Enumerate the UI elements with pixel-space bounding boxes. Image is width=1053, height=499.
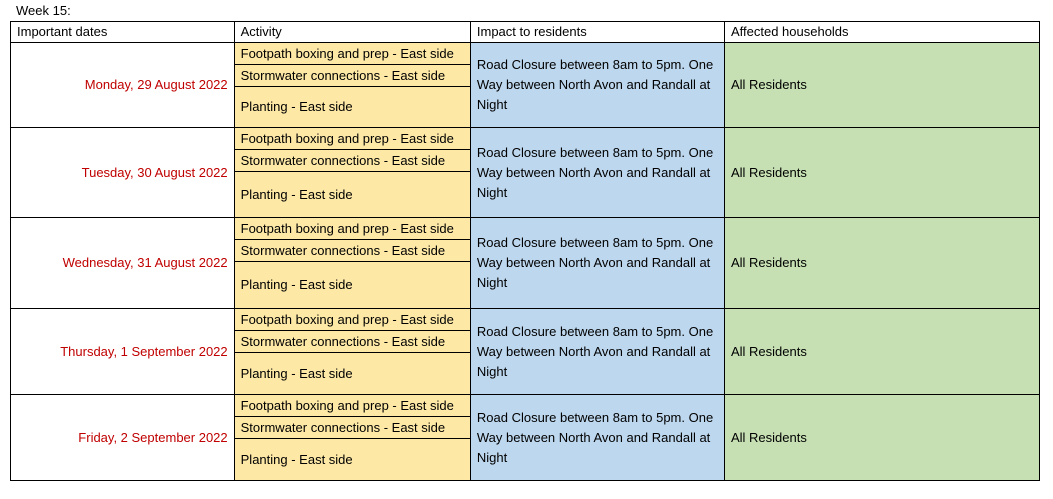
activity-cell: Stormwater connections - East side bbox=[234, 65, 470, 87]
date-cell: Tuesday, 30 August 2022 bbox=[11, 128, 235, 218]
affected-households-cell: All Residents bbox=[724, 218, 1039, 309]
header-row bbox=[11, 22, 1040, 43]
activity-cell: Planting - East side bbox=[234, 172, 470, 218]
affected-households-cell: All Residents bbox=[724, 395, 1039, 481]
affected-households-cell: All Residents bbox=[724, 128, 1039, 218]
activity-cell: Planting - East side bbox=[234, 439, 470, 481]
schedule-table bbox=[10, 21, 1040, 481]
header-affected-households: Affected households bbox=[724, 22, 1039, 43]
impact-cell: Road Closure between 8am to 5pm. One Way between North Avon and Randall at Night bbox=[470, 128, 724, 218]
table-row bbox=[11, 395, 1040, 417]
impact-cell: Road Closure between 8am to 5pm. One Way between North Avon and Randall at Night bbox=[470, 309, 724, 395]
schedule-body bbox=[11, 43, 1040, 481]
header-important-dates: Important dates bbox=[11, 22, 235, 43]
week-label: Week 15: bbox=[16, 3, 71, 18]
date-cell: Wednesday, 31 August 2022 bbox=[11, 218, 235, 309]
activity-cell: Footpath boxing and prep - East side bbox=[234, 218, 470, 240]
activity-cell: Planting - East side bbox=[234, 353, 470, 395]
activity-cell: Footpath boxing and prep - East side bbox=[234, 309, 470, 331]
activity-cell: Footpath boxing and prep - East side bbox=[234, 128, 470, 150]
impact-cell: Road Closure between 8am to 5pm. One Way between North Avon and Randall at Night bbox=[470, 43, 724, 128]
activity-cell: Planting - East side bbox=[234, 262, 470, 309]
activity-cell: Planting - East side bbox=[234, 87, 470, 128]
activity-cell: Stormwater connections - East side bbox=[234, 331, 470, 353]
impact-cell: Road Closure between 8am to 5pm. One Way between North Avon and Randall at Night bbox=[470, 395, 724, 481]
table-row bbox=[11, 128, 1040, 150]
table-row bbox=[11, 218, 1040, 240]
affected-households-cell: All Residents bbox=[724, 43, 1039, 128]
header-impact: Impact to residents bbox=[470, 22, 724, 43]
activity-cell: Stormwater connections - East side bbox=[234, 417, 470, 439]
activity-cell: Footpath boxing and prep - East side bbox=[234, 43, 470, 65]
table-row bbox=[11, 309, 1040, 331]
date-cell: Monday, 29 August 2022 bbox=[11, 43, 235, 128]
affected-households-cell: All Residents bbox=[724, 309, 1039, 395]
header-activity: Activity bbox=[234, 22, 470, 43]
table-row bbox=[11, 43, 1040, 65]
date-cell: Friday, 2 September 2022 bbox=[11, 395, 235, 481]
date-cell: Thursday, 1 September 2022 bbox=[11, 309, 235, 395]
impact-cell: Road Closure between 8am to 5pm. One Way between North Avon and Randall at Night bbox=[470, 218, 724, 309]
activity-cell: Stormwater connections - East side bbox=[234, 240, 470, 262]
activity-cell: Footpath boxing and prep - East side bbox=[234, 395, 470, 417]
activity-cell: Stormwater connections - East side bbox=[234, 150, 470, 172]
